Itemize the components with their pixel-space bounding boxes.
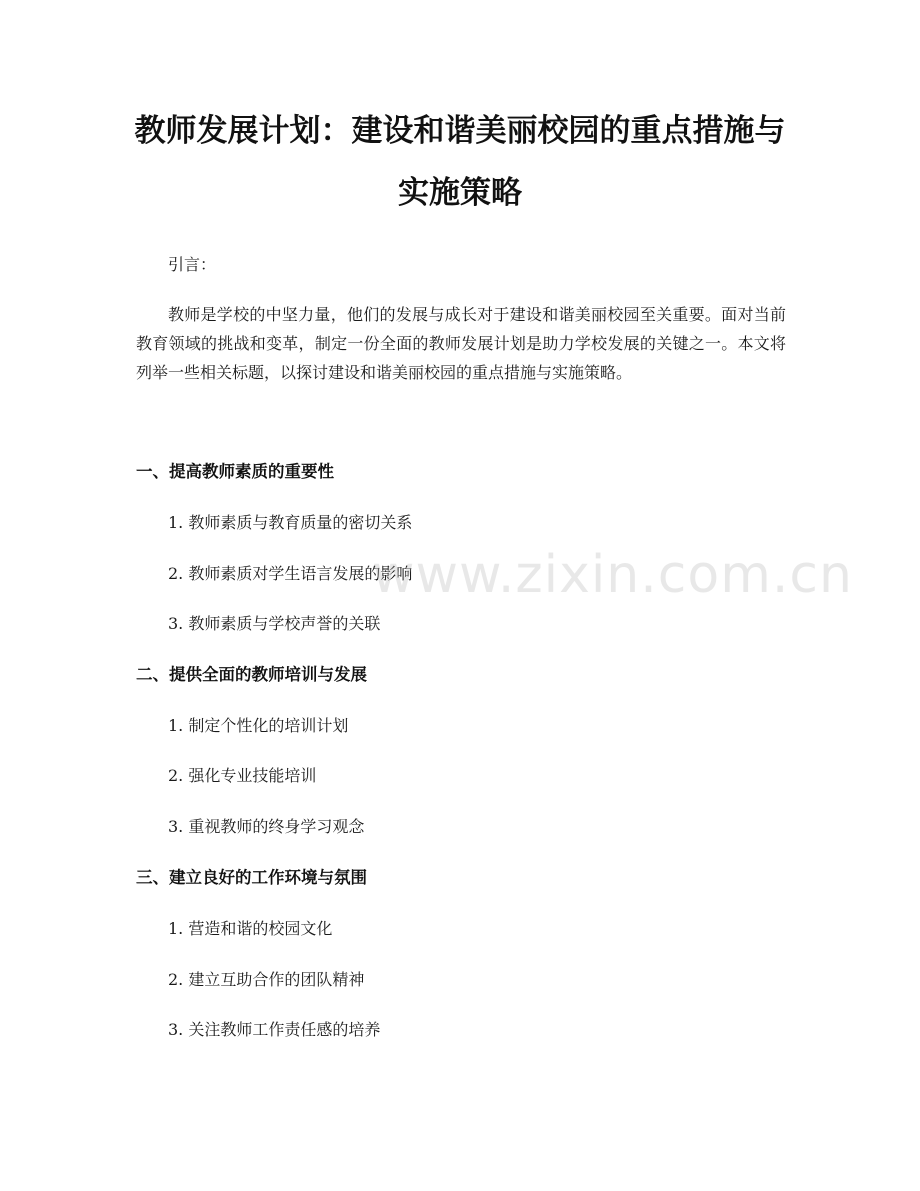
list-item: 1. 教师素质与教育质量的密切关系 — [168, 513, 413, 532]
watermark-text: www.zixin.com.cn — [372, 545, 853, 605]
list-item: 2. 教师素质对学生语言发展的影响 — [168, 564, 413, 583]
section-heading-3: 三、建立良好的工作环境与氛围 — [136, 868, 367, 887]
list-item: 3. 重视教师的终身学习观念 — [168, 817, 365, 836]
list-item: 1. 制定个性化的培训计划 — [168, 716, 349, 735]
intro-paragraph: 教师是学校的中坚力量，他们的发展与成长对于建设和谐美丽校园至关重要。面对当前教育领域的挑战和变革，制定一份全面的教师发展计划是助力学校发展的关键之一。本文将列举一些相关标题，以探讨建设和谐美丽校园的重点措施与实施策略。 — [136, 305, 786, 382]
list-item: 2. 强化专业技能培训 — [168, 766, 317, 785]
document-title: 教师发展计划：建设和谐美丽校园的重点措施与实施策略 — [134, 113, 786, 211]
list-item: 3. 教师素质与学校声誉的关联 — [168, 614, 381, 633]
intro-label: 引言： — [168, 255, 217, 274]
list-item: 3. 关注教师工作责任感的培养 — [168, 1020, 381, 1039]
list-item: 2. 建立互助合作的团队精神 — [168, 970, 365, 989]
section-heading-2: 二、提供全面的教师培训与发展 — [136, 665, 367, 684]
list-item: 1. 营造和谐的校园文化 — [168, 919, 333, 938]
section-heading-1: 一、提高教师素质的重要性 — [136, 462, 334, 481]
